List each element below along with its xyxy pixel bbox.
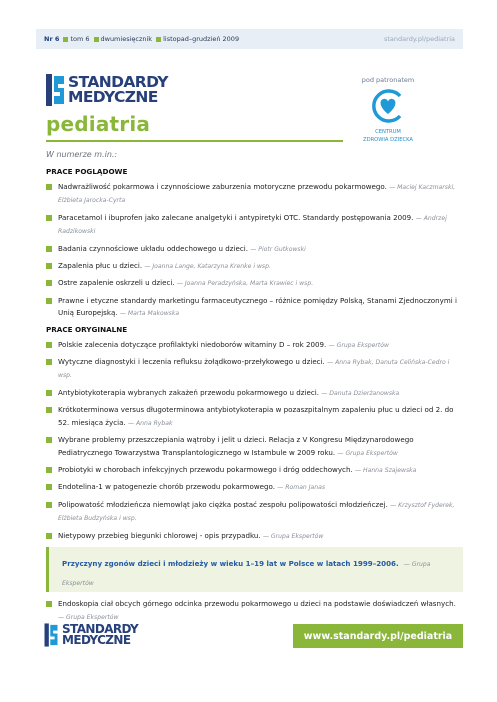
list-item[interactable] (58, 530, 459, 543)
list-item[interactable] (58, 598, 459, 624)
period: listopad–grudzień 2009 (163, 35, 240, 43)
item-author: — Andrzej Radzikowski (58, 214, 447, 236)
item-title: Badania czynnościowe układu oddechowego u dzieci. (58, 243, 248, 253)
list-item[interactable] (58, 481, 459, 494)
header-url[interactable]: standardy.pl/pediatria (384, 35, 455, 43)
item-author: — Krzysztof Fyderek, Elżbieta Budzyńska i wsp. (58, 501, 455, 523)
bullet-icon (46, 215, 52, 221)
green-square-marker (94, 37, 99, 42)
highlight-author: — Grupa Ekspertów (62, 560, 431, 588)
table-of-contents (46, 150, 459, 628)
green-square-marker (63, 37, 68, 42)
highlight-title: Przyczyny zgonów dzieci i młodzieży w wieku 1–19 lat w Polsce w latach 1999–2006. (62, 558, 399, 568)
patron-name-line1: CENTRUM (375, 129, 401, 135)
divider (46, 140, 343, 142)
footer-brand-line2: MEDYCZNE (62, 633, 131, 647)
list-item[interactable] (58, 295, 459, 321)
item-title: Wytyczne diagnostyki i leczenia refluksu żołądkowo-przełykowego u dzieci. (58, 357, 325, 367)
bullet-icon (46, 184, 52, 190)
item-title: Polipowatość młodzieńcza niemowląt jako ciężka postać zespołu polipowatości młodzieńczej. (58, 499, 388, 509)
item-title: Endotelina-1 w patogenezie chorób przewodu pokarmowego. (58, 482, 275, 492)
item-author: — Piotr Gutkowski (250, 245, 306, 253)
item-author: — Grupa Ekspertów (262, 532, 324, 540)
item-title: Nadwrażliwość pokarmowa i czynnościowe zaburzenia motoryczne przewodu pokarmowego. (58, 182, 387, 191)
list-item[interactable] (58, 212, 459, 239)
journal-subtitle: pediatria (46, 112, 151, 136)
item-author: — Marta Makowska (119, 310, 180, 318)
bullet-icon (46, 502, 52, 508)
item-author: — Anna Rybak, Danuta Celińska-Cedro i wsp. (58, 359, 450, 380)
item-author: — Anna Rybak (127, 419, 173, 427)
bullet-icon (46, 280, 52, 286)
list-item[interactable] (58, 243, 459, 256)
bullet-icon (46, 359, 52, 365)
standardy-logo-icon (44, 622, 58, 648)
item-title: Krótkoterminowa versus długoterminowa antybiotykoterapia w pozaszpitalnym zapaleniu płuc u dzieci od 2. do 52. miesiąca życia. (58, 405, 454, 427)
item-title: Zapalenia płuc u dzieci. (58, 261, 143, 271)
item-title: Probiotyki w chorobach infekcyjnych przewodu pokarmowego i dróg oddechowych. (58, 464, 353, 474)
item-title: Antybiotykoterapia wybranych zakażeń przewodu pokarmowego u dzieci. (58, 387, 319, 397)
bullet-icon (46, 263, 52, 269)
bullet-icon (46, 342, 52, 348)
item-author: — Hanna Szajewska (354, 466, 417, 474)
list-item[interactable] (58, 434, 459, 460)
item-author: — Grupa Ekspertów (337, 449, 398, 457)
item-author: — Joanna Peradzyńska, Marta Krawiec i wsp. (176, 280, 314, 288)
item-author: — Joanna Lange, Katarzyna Krenke i wsp. (144, 263, 271, 271)
item-title: Prawne i etyczne standardy marketingu farmaceutycznego – różnice pomiędzy Polską, Stanami Zjednoczonymi i Unią Europejską. (58, 295, 457, 318)
brand-logo (46, 70, 168, 110)
section-title-review: PRACE POGLĄDOWE (46, 167, 128, 176)
item-title: Paracetamol i ibuprofen jako zalecane analgetyki i antypiretyki OTC. Standardy postępowania 2009. (58, 212, 414, 222)
green-square-marker (156, 37, 161, 42)
footer-url-button[interactable]: www.standardy.pl/pediatria (293, 624, 463, 648)
bullet-icon (46, 407, 52, 413)
bullet-icon (46, 467, 52, 473)
patronage-block (354, 76, 422, 144)
item-author: — Roman Janas (277, 484, 326, 492)
item-author: — Grupa Ekspertów (328, 341, 390, 349)
item-title: Wybrane problemy przeszczepiania wątroby i jelit u dzieci. Relacja z V Kongresu Międzynarodowego Pediatrycznego Towarzystwa Transplantologicznego w Istambule w 2009 roku. (58, 435, 414, 457)
patron-name-line2: ZDROWIA DZIECKA (363, 137, 413, 143)
section-title-original: PRACE ORYGINALNE (46, 324, 128, 334)
volume: tom 6 (70, 35, 90, 43)
standardy-logo-icon (46, 72, 64, 108)
list-item[interactable] (58, 404, 459, 430)
list-item[interactable] (58, 339, 459, 352)
bullet-icon (46, 533, 52, 539)
item-author: — Maciej Kaczmarski, Elżbieta Jarocka-Cyrta (58, 184, 456, 205)
item-author: — Danuta Dzierżanowska (321, 389, 400, 397)
item-title: Polskie zalecenia dotyczące profilaktyki niedoborów witaminy D – rok 2009. (58, 339, 327, 349)
item-title: Ostre zapalenie oskrzeli u dzieci. (58, 278, 175, 288)
heart-logo-icon (370, 88, 406, 124)
intro-text: W numerze m.in.: (46, 150, 118, 159)
bullet-icon (46, 484, 52, 490)
list-item[interactable] (58, 464, 459, 477)
bullet-icon (46, 246, 52, 252)
bullet-icon (46, 601, 52, 607)
list-item[interactable] (58, 277, 459, 290)
list-item[interactable] (58, 181, 459, 208)
brand-line1: STANDARDY (68, 73, 168, 91)
footer-brand-line1: STANDARDY (62, 621, 139, 636)
list-item[interactable] (58, 356, 459, 383)
item-author: — Grupa Ekspertów (58, 613, 119, 621)
item-title: Nietypowy przebieg biegunki chlorowej - opis przypadku. (58, 530, 261, 540)
list-item[interactable] (58, 499, 459, 526)
list-item[interactable] (58, 260, 459, 273)
bullet-icon (46, 390, 52, 396)
list-item[interactable] (58, 387, 459, 400)
frequency: dwumiesięcznik (100, 35, 153, 43)
issue-info-bar (36, 29, 463, 49)
footer-brand-logo (44, 622, 138, 648)
item-title: Endoskopia ciał obcych górnego odcinka przewodu pokarmowego u dzieci na podstawie doświadczeń własnych. (58, 599, 456, 609)
highlight-accent-bar (46, 547, 49, 592)
bullet-icon (46, 298, 52, 304)
brand-line2: MEDYCZNE (68, 88, 158, 106)
bullet-icon (46, 437, 52, 443)
patronage-label: pod patronatem (361, 76, 415, 84)
issue-number: Nr 6 (44, 35, 60, 43)
highlighted-article[interactable] (46, 547, 463, 592)
